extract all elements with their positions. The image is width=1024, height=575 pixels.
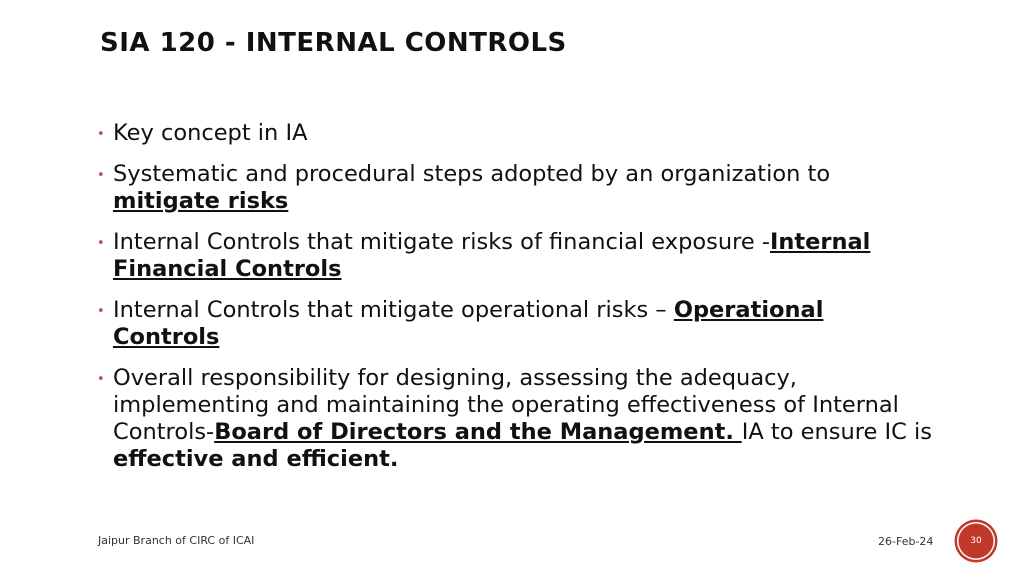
- bullet-dot-icon: •: [97, 236, 105, 251]
- bullet-dot-icon: •: [97, 168, 105, 183]
- page-number-badge: [957, 522, 995, 560]
- footer-date: 26-Feb-24: [878, 535, 934, 548]
- page-number: 30: [970, 536, 982, 546]
- bullet-dot-icon: •: [97, 372, 105, 387]
- bullet-text: Systematic and procedural steps adopted by an organization to: [113, 161, 831, 187]
- bullet-item: [96, 229, 934, 283]
- bullet-text: Internal Controls that mitigate operational risks –: [113, 297, 674, 323]
- bullet-text: IA to ensure IC is: [741, 419, 932, 445]
- bullet-item: [96, 161, 934, 215]
- bullet-emphasis: effective and efficient.: [113, 446, 399, 472]
- bullet-list: [96, 120, 934, 487]
- bullet-emphasis: Internal Financial Controls: [113, 229, 871, 282]
- footer-organization: Jaipur Branch of CIRC of ICAI: [98, 534, 255, 547]
- slide-title: SIA 120 - INTERNAL CONTROLS: [100, 28, 567, 58]
- bullet-item: [96, 365, 934, 473]
- bullet-emphasis: Operational Controls: [113, 297, 824, 350]
- bullet-dot-icon: •: [97, 304, 105, 319]
- bullet-text: Key concept in IA: [113, 120, 308, 146]
- bullet-text: Overall responsibility for designing, assessing the adequacy, implementing and maintaining the operating effectiveness of Internal Controls-: [113, 365, 899, 445]
- bullet-emphasis: mitigate risks: [113, 188, 289, 214]
- bullet-emphasis: Board of Directors and the Management.: [214, 419, 742, 445]
- bullet-item: [96, 297, 934, 351]
- bullet-text: Internal Controls that mitigate risks of financial exposure -: [113, 229, 770, 255]
- bullet-item: [96, 120, 934, 147]
- bullet-dot-icon: •: [97, 127, 105, 142]
